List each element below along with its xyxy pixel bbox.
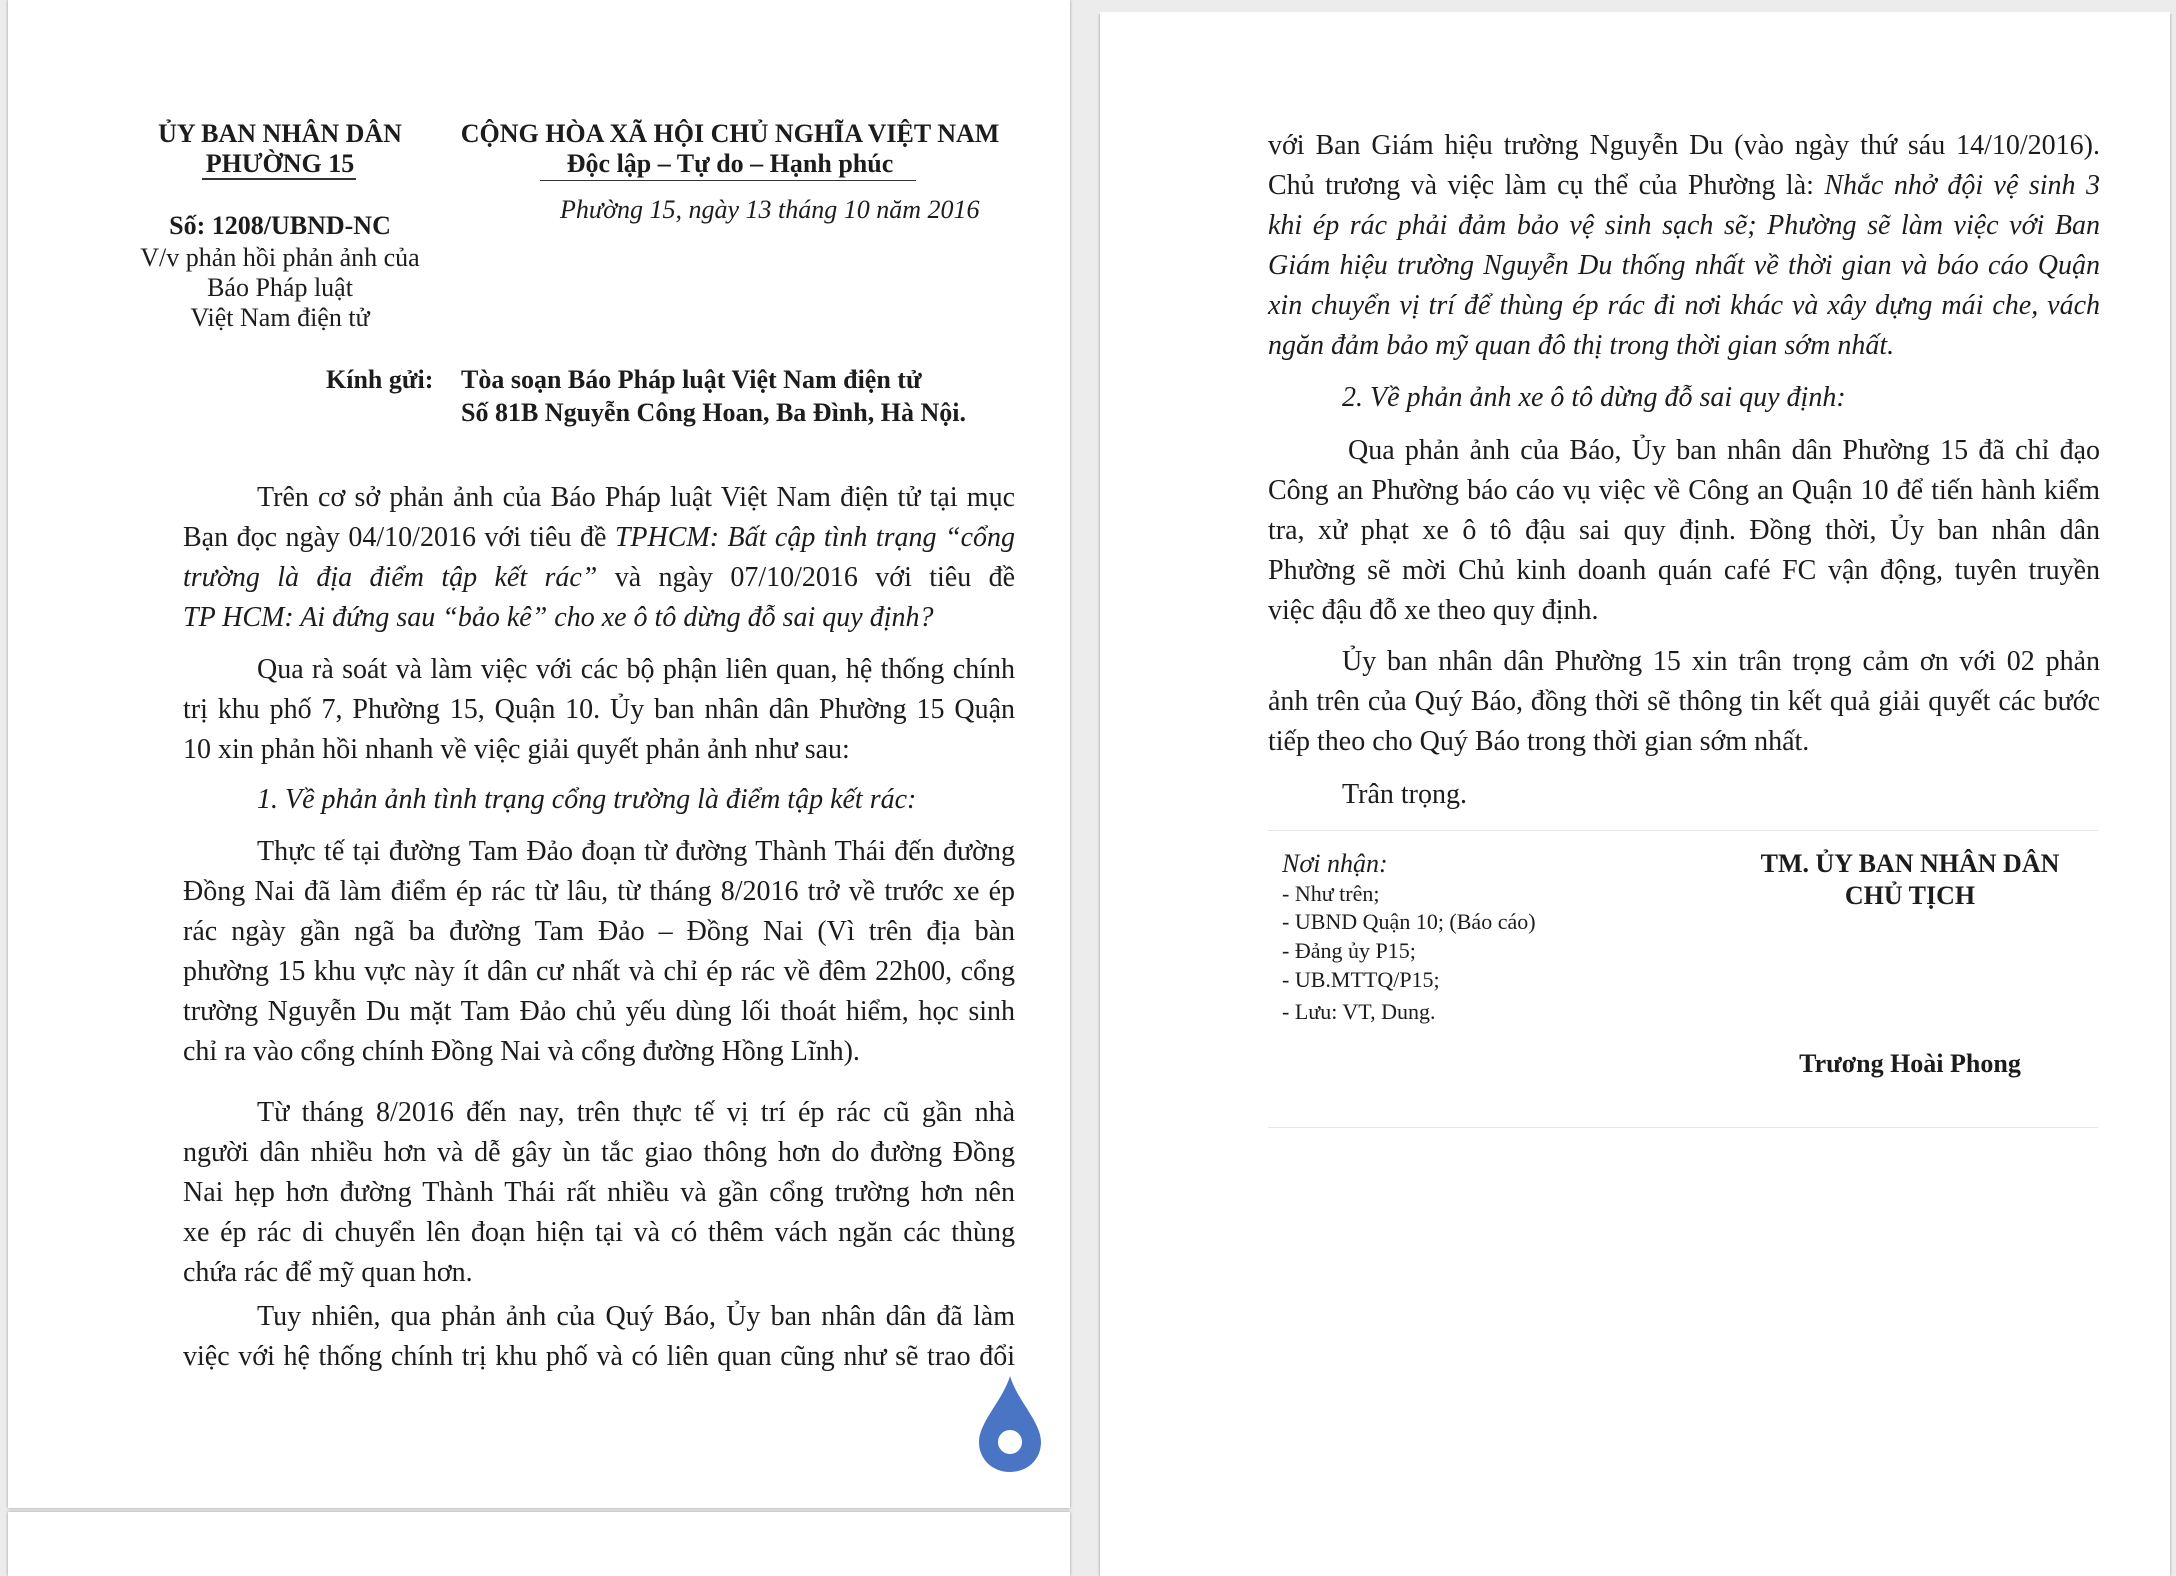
subject-line-3: Việt Nam điện tử	[190, 303, 370, 332]
recipient-line-2: Số 81B Nguyễn Công Hoan, Ba Đình, Hà Nội.	[461, 398, 966, 427]
subject-line-1: V/v phản hồi phản ảnh của	[140, 243, 420, 272]
national-motto: Độc lập – Tự do – Hạnh phúc	[566, 149, 894, 178]
next-page-edge	[8, 1512, 1070, 1576]
recipient-item: - Lưu: VT, Dung.	[1282, 999, 1436, 1024]
recipients-label: Nơi nhận:	[1282, 849, 1388, 878]
signer-name: Trương Hoài Phong	[1799, 1049, 2021, 1078]
paragraph-5: Tuy nhiên, qua phản ảnh của Quý Báo, Ủy ban nhân dân đã làm việc với hệ thống chính trị khu phố và có liên quan cũng như sẽ trao đổi	[183, 1301, 1015, 1372]
paragraph-2: Qua rà soát và làm việc với các bộ phận liên quan, hệ thống chính trị khu phố 7, Phường 15, Quận 10. Ủy ban nhân dân Phường 15 Quận 10 xin phản hồi nhanh về việc giải quyết phản ảnh như sau:	[183, 654, 1015, 765]
p1-line-3: trường là địa điểm tập kết rác” và ngày 07/10/2016 với tiêu đề	[183, 562, 1016, 593]
national-title: CỘNG HÒA XÃ HỘI CHỦ NGHĨA VIỆT NAM	[460, 119, 1000, 148]
p1-line-1: Trên cơ sở phản ảnh của Báo Pháp luật Việt Nam điện tử tại mục	[257, 482, 1015, 513]
continued-paragraph: với Ban Giám hiệu trường Nguyễn Du (vào ngày thứ sáu 14/10/2016). Chủ trương và việc làm cụ thể của Phường là: Nhắc nhở đội vệ sinh 3 khi ép rác phải đảm bảo vệ sinh sạch sẽ; Phường sẽ làm việc với Ban Giám hiệu trường Nguyễn Du thống nhất về thời gian và báo cáo Quận xin chuyển vị trí để thùng ép rác đi nơi khác và xây dựng mái che, vách ngăn đảm bảo mỹ quan đô thị trong thời gian sớm nhất.	[1268, 130, 2100, 361]
issuing-org-name: ỦY BAN NHÂN DÂN	[158, 119, 402, 148]
paragraph-3: Thực tế tại đường Tam Đảo đoạn từ đường Thành Thái đến đường Đồng Nai đã làm điểm ép rác từ lâu, từ tháng 8/2016 trở về trước xe ép rác ngày gần ngã ba đường Tam Đảo – Đồng Nai (Vì trên địa bàn phường 15 khu vực này ít dân cư nhất và chỉ ép rác về đêm 22h00, cổng trường Nguyễn Du mặt Tam Đảo chủ yếu dùng lối thoát hiểm, học sinh chỉ ra vào cổng chính Đồng Nai và cổng đường Hồng Lĩnh).	[183, 836, 1015, 1067]
paragraph-section-2: Qua phản ảnh của Báo, Ủy ban nhân dân Phường 15 đã chỉ đạo Công an Phường báo cáo vụ việc về Công an Quận 10 để tiến hành kiểm tra, xử phạt xe ô tô đậu sai quy định. Đồng thời, Ủy ban nhân dân Phường sẽ mời Chủ kinh doanh quán café FC vận động, tuyên truyền việc đậu đỗ xe theo quy định.	[1268, 435, 2100, 626]
issuing-org-ward: PHƯỜNG 15	[205, 149, 355, 178]
section-heading-2: 2. Về phản ảnh xe ô tô dừng đỗ sai quy định:	[1342, 382, 1846, 413]
recipient-item: - UB.MTTQ/P15;	[1282, 967, 1440, 992]
recipient-line-1: Tòa soạn Báo Pháp luật Việt Nam điện tử	[461, 365, 922, 394]
recipient-item: - Đảng ủy P15;	[1282, 938, 1416, 963]
signature-title: TM. ỦY BAN NHÂN DÂN	[1760, 849, 2060, 878]
recipient-label: Kính gửi:	[326, 365, 434, 394]
signature-table-bottom-border	[1268, 1127, 2098, 1128]
paragraph-4: Từ tháng 8/2016 đến nay, trên thực tế vị trí ép rác cũ gần nhà người dân nhiều hơn và dễ gây ùn tắc giao thông hơn do đường Đồng Nai hẹp hơn đường Thành Thái rất nhiều và gần cổng trường hơn nên xe ép rác di chuyển lên đoạn hiện tại và có thêm vách ngăn các thùng chứa rác để mỹ quan hơn.	[183, 1097, 1015, 1288]
subject-line-2: Báo Pháp luật	[207, 273, 353, 302]
paragraph-1	[183, 478, 1015, 638]
p1-line-2: Bạn đọc ngày 04/10/2016 với tiêu đề TPHCM: Bất cập tình trạng “cổng	[183, 522, 1016, 553]
org-underline	[202, 178, 356, 180]
document-number: Số: 1208/UBND-NC	[169, 211, 391, 240]
water-drop-icon	[977, 1374, 1043, 1474]
document-date: Phường 15, ngày 13 tháng 10 năm 2016	[560, 195, 980, 224]
paragraph-thanks: Ủy ban nhân dân Phường 15 xin trân trọng cảm ơn với 02 phản ảnh trên của Quý Báo, đồng thời sẽ thông tin kết quả giải quyết các bước tiếp theo cho Quý Báo trong thời gian sớm nhất.	[1268, 646, 2100, 757]
recipient-item: - UBND Quận 10; (Báo cáo)	[1282, 909, 1536, 934]
section-heading-1: 1. Về phản ảnh tình trạng cổng trường là điểm tập kết rác:	[257, 784, 917, 815]
signature-position: CHỦ TỊCH	[1844, 881, 1976, 910]
recipient-item: - Như trên;	[1282, 881, 1380, 906]
p1-line-4: TP HCM: Ai đứng sau “bảo kê” cho xe ô tô dừng đỗ sai quy định?	[183, 602, 934, 633]
signature-table-top-border	[1268, 830, 2098, 831]
closing-line: Trân trọng.	[1342, 779, 1467, 810]
motto-underline	[540, 180, 916, 181]
